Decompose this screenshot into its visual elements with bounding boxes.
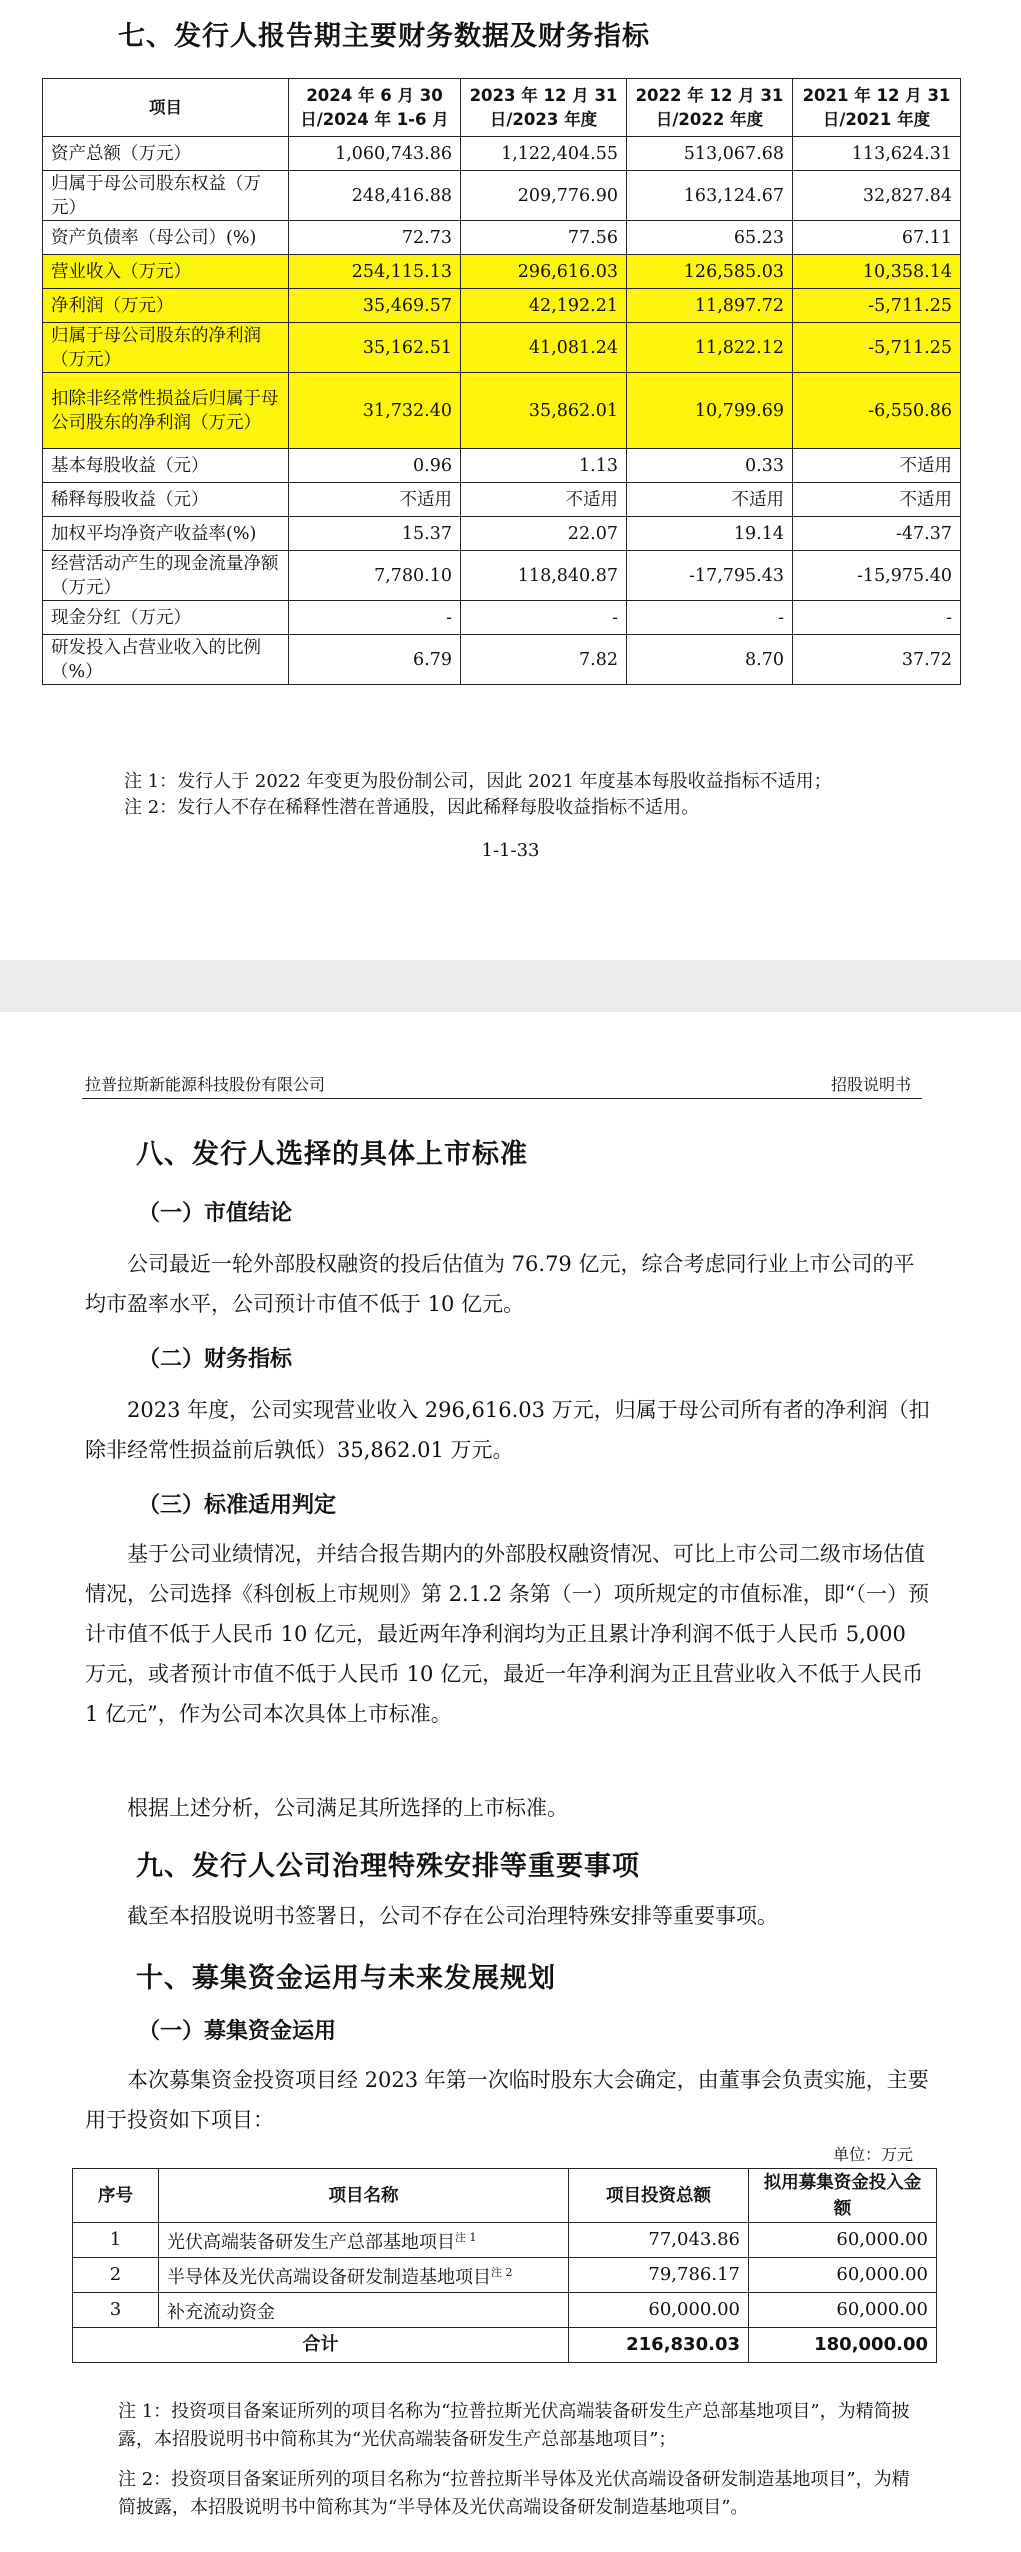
table-cell: 10,358.14 [793,255,961,289]
table-cell: - [289,601,461,635]
table-cell: 41,081.24 [461,323,627,373]
table-cell: 不适用 [793,449,961,483]
subsection-title: （一）募集资金运用 [138,2019,337,2044]
table-cell: 35,862.01 [461,373,627,449]
table-note-1: 注 1：发行人于 2022 年变更为股份制公司，因此 2021 年度基本每股收益指标不适用； [124,771,832,792]
table-note-2: 注 2：投资项目备案证所列的项目名称为“拉普拉斯半导体及光伏高端设备研发制造基地项目”，为精简披露，本招股说明书中简称其为“半导体及光伏高端设备研发制造基地项目”。 [118,2469,910,2518]
table-cell: 22.07 [461,517,627,551]
subsection-title: （三）标准适用判定 [138,1493,337,1518]
table-row [43,373,961,449]
table-note-1: 注 1：投资项目备案证所列的项目名称为“拉普拉斯光伏高端装备研发生产总部基地项目”，为精简披露，本招股说明书中简称其为“光伏高端装备研发生产总部基地项目”； [118,2401,910,2450]
unit-label: 单位：万元 [832,2145,913,2164]
row-label: 净利润（万元） [43,289,289,323]
table-cell: 126,585.03 [627,255,793,289]
table-row [43,635,961,685]
table-row [43,137,961,171]
table-header: 2021 年 12 月 31 日/2021 年度 [793,79,961,137]
table-cell: 67.11 [793,221,961,255]
table-cell: 31,732.40 [289,373,461,449]
paragraph: 基于公司业绩情况，并结合报告期内的外部股权融资情况、可比上市公司二级市场估值情况，公司选择《科创板上市规则》第 2.1.2 条第（一）项所规定的市值标准，即“（一）预计市值不低于人民币 10 亿元，最近两年净利润均为正且累计净利润不低于人民币 5,000 万元，或者预计市值不低于人民币 10 亿元，最近一年净利润为正且营业收入不低于人民币 1 亿元”，作为公司本次具体上市标准。 [85,1542,930,1726]
table-row [43,221,961,255]
table-cell: 1,060,743.86 [289,137,461,171]
paragraph: 根据上述分析，公司满足其所选择的上市标准。 [127,1796,568,1820]
table-cell: 0.96 [289,449,461,483]
page-number: 1-1-33 [481,840,540,861]
table-cell: 1,122,404.55 [461,137,627,171]
table-header: 项目投资总额 [569,2169,749,2223]
table-cell: -17,795.43 [627,551,793,601]
table-header: 拟用募集资金投入金额 [749,2169,937,2223]
running-header-company: 拉普拉斯新能源科技股份有限公司 [85,1075,326,1094]
table-cell: 7.82 [461,635,627,685]
financial-table [42,78,961,685]
table-cell: 72.73 [289,221,461,255]
table-cell: 0.33 [627,449,793,483]
table-row [43,289,961,323]
table-cell: 15.37 [289,517,461,551]
table-row: 3 补充流动资金 60,000.00 60,000.00 [73,2293,937,2328]
row-label: 资产总额（万元） [43,137,289,171]
table-cell: 254,115.13 [289,255,461,289]
table-cell: - [793,601,961,635]
table-cell: 不适用 [627,483,793,517]
table-cell: 35,162.51 [289,323,461,373]
table-cell: 35,469.57 [289,289,461,323]
table-cell: 65.23 [627,221,793,255]
paragraph: 本次募集资金投资项目经 2023 年第一次临时股东大会确定，由董事会负责实施，主要用于投资如下项目： [85,2068,929,2132]
table-row [43,255,961,289]
table-row: 1 光伏高端装备研发生产总部基地项目$^{注 1}$ 77,043.86 60,000.00 [73,2223,937,2258]
table-cell: 42,192.21 [461,289,627,323]
table-cell: 77.56 [461,221,627,255]
table-cell: 不适用 [793,483,961,517]
row-label: 稀释每股收益（元） [43,483,289,517]
table-row [43,323,961,373]
table-cell: -15,975.40 [793,551,961,601]
page-1 [0,0,1021,960]
row-label: 归属于母公司股东的净利润（万元） [43,323,289,373]
table-total-row: 合计 216,830.03 180,000.00 [73,2328,937,2363]
table-cell: 248,416.88 [289,171,461,221]
table-header: 项目名称 [159,2169,569,2223]
subsection-title: （二）财务指标 [138,1347,293,1372]
table-row [43,483,961,517]
table-cell: 7,780.10 [289,551,461,601]
table-header: 项目 [43,79,289,137]
table-cell: 118,840.87 [461,551,627,601]
header-rule [82,1098,922,1099]
table-header: 序号 [73,2169,159,2223]
table-row: 2 半导体及光伏高端设备研发制造基地项目$^{注 2}$ 79,786.17 60,000.00 [73,2258,937,2293]
table-cell: 19.14 [627,517,793,551]
table-row [43,551,961,601]
table-cell: 32,827.84 [793,171,961,221]
table-row [43,601,961,635]
table-header: 2023 年 12 月 31 日/2023 年度 [461,79,627,137]
table-cell: 513,067.68 [627,137,793,171]
section-7-title: 七、发行人报告期主要财务数据及财务指标 [118,21,650,52]
table-cell: 113,624.31 [793,137,961,171]
table-cell: 1.13 [461,449,627,483]
table-cell: 6.79 [289,635,461,685]
paragraph: 截至本招股说明书签署日，公司不存在公司治理特殊安排等重要事项。 [127,1904,778,1928]
row-label: 归属于母公司股东权益（万元） [43,171,289,221]
paragraph: 公司最近一轮外部股权融资的投后估值为 76.79 亿元，综合考虑同行业上市公司的平均市盈率水平，公司预计市值不低于 10 亿元。 [85,1252,915,1316]
table-cell: 8.70 [627,635,793,685]
table-cell: - [461,601,627,635]
row-label: 现金分红（万元） [43,601,289,635]
table-cell: -6,550.86 [793,373,961,449]
subsection-title: （一）市值结论 [138,1201,293,1226]
table-cell: 296,616.03 [461,255,627,289]
page-separator [0,960,1021,1012]
table-cell: 不适用 [289,483,461,517]
table-cell: 11,822.12 [627,323,793,373]
page-2 [0,1012,1021,2552]
table-header: 2022 年 12 月 31 日/2022 年度 [627,79,793,137]
table-cell: -47.37 [793,517,961,551]
table-cell: 209,776.90 [461,171,627,221]
row-label: 扣除非经常性损益后归属于母公司股东的净利润（万元） [43,373,289,449]
table-row [43,449,961,483]
row-label: 加权平均净资产收益率(%) [43,517,289,551]
fund-use-table [72,2168,937,2363]
table-cell: 163,124.67 [627,171,793,221]
row-label: 资产负债率（母公司）(%) [43,221,289,255]
row-label: 经营活动产生的现金流量净额（万元） [43,551,289,601]
table-row [43,171,961,221]
row-label: 基本每股收益（元） [43,449,289,483]
table-header: 2024 年 6 月 30 日/2024 年 1-6 月 [289,79,461,137]
table-cell: 11,897.72 [627,289,793,323]
section-9-title: 九、发行人公司治理特殊安排等重要事项 [136,1851,640,1882]
running-header-doc: 招股说明书 [830,1075,911,1094]
table-cell: 37.72 [793,635,961,685]
table-note-2: 注 2：发行人不存在稀释性潜在普通股，因此稀释每股收益指标不适用。 [124,797,700,818]
table-cell: 10,799.69 [627,373,793,449]
table-cell: -5,711.25 [793,323,961,373]
row-label: 营业收入（万元） [43,255,289,289]
row-label: 研发投入占营业收入的比例（%） [43,635,289,685]
paragraph: 2023 年度，公司实现营业收入 296,616.03 万元，归属于母公司所有者的净利润（扣除非经常性损益前后孰低）35,862.01 万元。 [85,1398,930,1462]
section-10-title: 十、募集资金运用与未来发展规划 [136,1963,556,1994]
table-cell: -5,711.25 [793,289,961,323]
section-8-title: 八、发行人选择的具体上市标准 [136,1139,528,1170]
table-cell: 不适用 [461,483,627,517]
table-cell: - [627,601,793,635]
table-row [43,517,961,551]
